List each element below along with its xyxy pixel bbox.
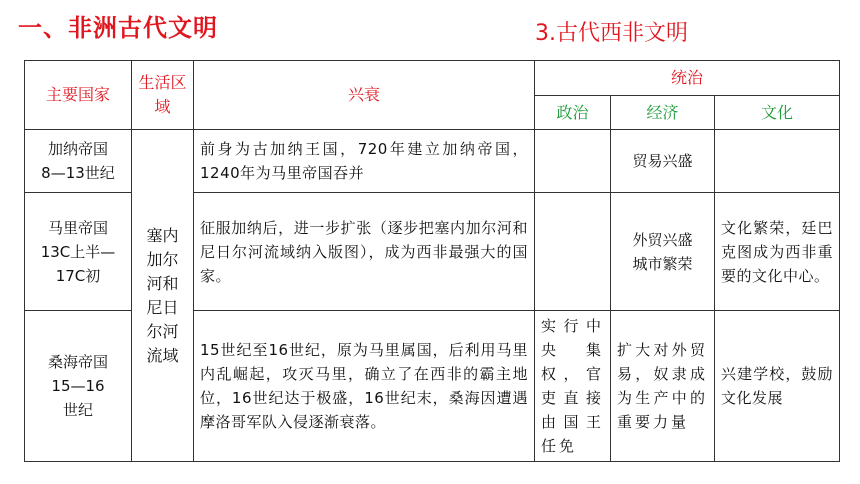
row-rise-fall: 15世纪至16世纪，原为马里属国，后利用马里内乱崛起，攻灭马里，确立了在西非的霸主地位，16世纪达于极盛，16世纪末，桑海因遭遇摩洛哥军队入侵逐渐衰落。 (194, 311, 535, 462)
row-country: 桑海帝国 15—16 世纪 (25, 311, 132, 462)
page-title: 一、非洲古代文明 (18, 14, 218, 42)
header-culture: 文化 (715, 96, 840, 130)
header-economy: 经济 (611, 96, 715, 130)
header-country: 主要国家 (25, 61, 132, 130)
header-rise-fall: 兴衰 (194, 61, 535, 130)
table-row (25, 130, 840, 193)
row-rise-fall: 前身为古加纳王国，720年建立加纳帝国，1240年为马里帝国吞并 (194, 130, 535, 193)
row-culture: 兴建学校，鼓励文化发展 (715, 311, 840, 462)
row-culture: 文化繁荣，廷巴克图成为西非重要的文化中心。 (715, 193, 840, 311)
row-country: 马里帝国 13C上半— 17C初 (25, 193, 132, 311)
header-governance: 统治 (535, 61, 840, 96)
civilization-table (24, 60, 840, 462)
section-subtitle: 3.古代西非文明 (535, 21, 688, 46)
row-economy: 外贸兴盛 城市繁荣 (611, 193, 715, 311)
row-economy: 贸易兴盛 (611, 130, 715, 193)
region-cell: 塞内加尔河和尼日尔河流域 (132, 130, 194, 462)
row-economy: 扩大对外贸易，奴隶成为生产中的重要力量 (611, 311, 715, 462)
row-politics: 实行中央集权，官吏直接由国王任免 (535, 311, 611, 462)
row-rise-fall: 征服加纳后，进一步扩张（逐步把塞内加尔河和尼日尔河流域纳入版图），成为西非最强大的国家。 (194, 193, 535, 311)
row-culture (715, 130, 840, 193)
row-politics (535, 193, 611, 311)
header-politics: 政治 (535, 96, 611, 130)
row-country: 加纳帝国 8—13世纪 (25, 130, 132, 193)
row-politics (535, 130, 611, 193)
header-region: 生活区域 (132, 61, 194, 130)
